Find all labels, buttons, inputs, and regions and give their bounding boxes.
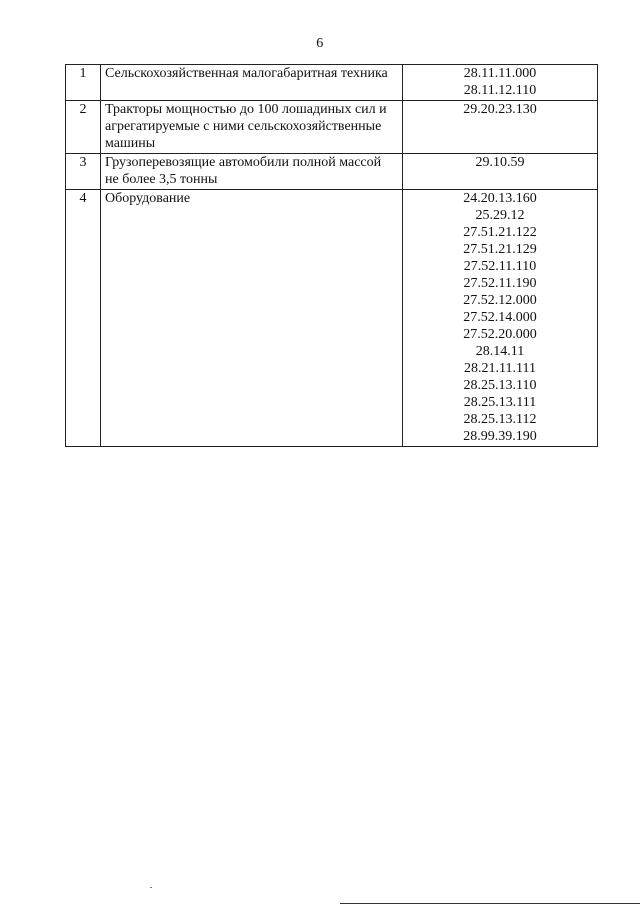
code-value: 25.29.12 — [475, 208, 525, 223]
code-value: 29.20.23.130 — [463, 102, 537, 117]
row-name: Тракторы мощностью до 100 лошадиных сил и агрегатируемые с ними сельскохозяйственные машины — [101, 101, 403, 154]
row-codes — [403, 190, 598, 447]
row-number: 4 — [66, 190, 101, 447]
code-value: 28.14.11 — [475, 344, 525, 359]
page-number: 6 — [316, 36, 324, 51]
code-value: 24.20.13.160 — [463, 191, 537, 206]
code-value: 28.25.13.110 — [463, 378, 537, 393]
code-value: 27.52.20.000 — [463, 327, 537, 342]
row-number: 1 — [66, 65, 101, 101]
row-name: Оборудование — [101, 190, 403, 447]
code-value: 27.52.12.000 — [463, 293, 537, 308]
row-codes — [403, 154, 598, 190]
code-value: 28.11.11.000 — [463, 66, 537, 81]
row-number: 2 — [66, 101, 101, 154]
row-name: Грузоперевозящие автомобили полной массой не более 3,5 тонны — [101, 154, 403, 190]
scan-dot — [150, 887, 152, 888]
code-value: 27.52.11.190 — [463, 276, 537, 291]
row-name: Сельскохозяйственная малогабаритная техника — [101, 65, 403, 101]
equipment-table — [65, 64, 598, 447]
table-row — [66, 154, 598, 190]
code-value: 27.51.21.129 — [463, 242, 537, 257]
code-value: 28.21.11.111 — [464, 361, 536, 376]
code-value: 28.25.13.111 — [463, 395, 537, 410]
code-value: 27.52.11.110 — [463, 259, 537, 274]
row-codes — [403, 101, 598, 154]
table-row — [66, 190, 598, 447]
row-number: 3 — [66, 154, 101, 190]
bottom-rule — [340, 903, 640, 904]
row-codes — [403, 65, 598, 101]
code-value: 27.52.14.000 — [463, 310, 537, 325]
table-row — [66, 65, 598, 101]
code-value: 27.51.21.122 — [463, 225, 537, 240]
code-value: 28.25.13.112 — [463, 412, 537, 427]
code-value: 28.99.39.190 — [463, 429, 537, 444]
table-row — [66, 101, 598, 154]
code-value: 28.11.12.110 — [463, 83, 537, 98]
code-value: 29.10.59 — [475, 155, 525, 170]
